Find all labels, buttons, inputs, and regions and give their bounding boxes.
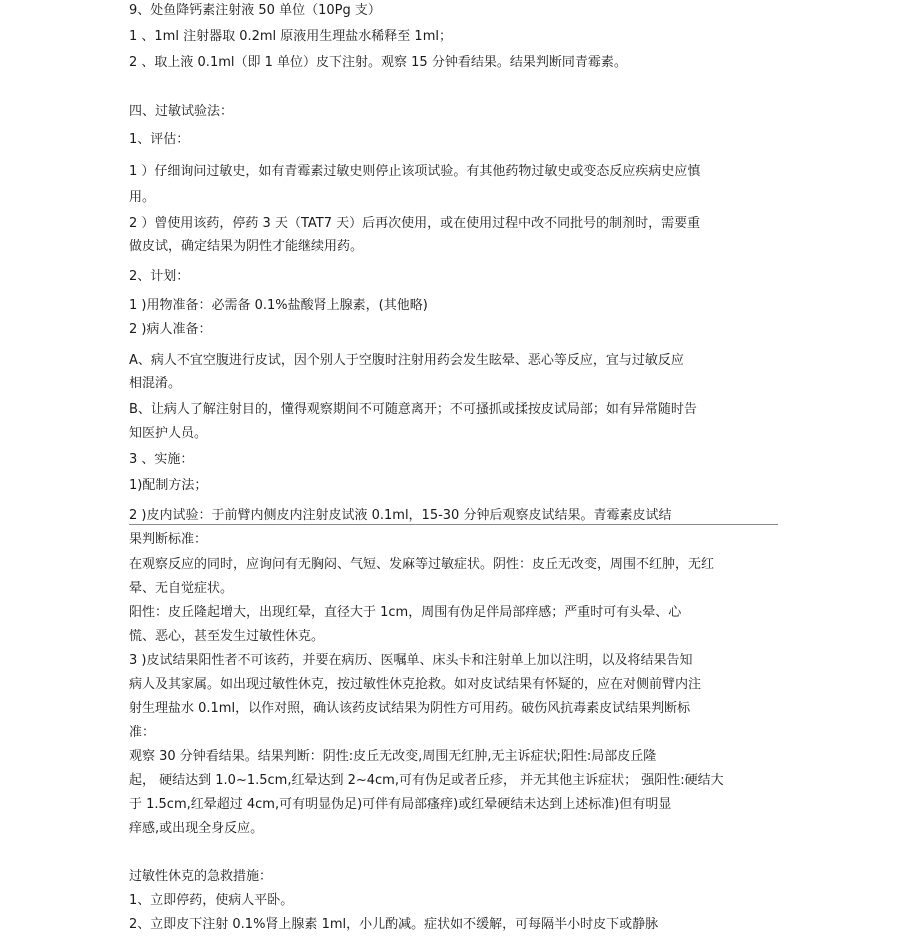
text-line: 阳性：皮丘隆起增大，出现红晕，直径大于 1cm，周围有伪足伴局部痒感；严重时可有头晕、心 bbox=[129, 605, 682, 620]
text-line: 晕、无自觉症状。 bbox=[129, 581, 234, 596]
text-line: B、让病人了解注射目的，懂得观察期间不可随意离开；不可搔抓或揉按皮试局部；如有异常随时告 bbox=[129, 402, 697, 417]
text-line: 果判断标准： bbox=[129, 532, 208, 547]
text-line: A、病人不宜空腹进行皮试，因个别人于空腹时注射用药会发生眩晕、恶心等反应，宜与过敏反应 bbox=[129, 353, 684, 368]
text-line: 慌、恶心，甚至发生过敏性休克。 bbox=[129, 629, 325, 644]
text-line: 2 )皮内试验：于前臂内侧皮内注射皮试液 0.1ml，15-30 分钟后观察皮试结果。青霉素皮试结 bbox=[129, 508, 672, 523]
text-line: 1)配制方法； bbox=[129, 478, 208, 493]
text-line: 1 、1ml 注射器取 0.2ml 原液用生理盐水稀释至 1ml； bbox=[129, 29, 452, 44]
text-line: 射生理盐水 0.1ml，以作对照，确认该药皮试结果为阴性方可用药。破伤风抗毒素皮试结果判断标 bbox=[129, 701, 691, 716]
text-line: 病人及其家属。如出现过敏性休克，按过敏性休克抢救。如对皮试结果有怀疑的，应在对侧前臂内注 bbox=[129, 677, 702, 692]
text-line: 准： bbox=[129, 725, 156, 740]
text-line: 2 ）曾使用该药，停药 3 天（TAT7 天）后再次使用，或在使用过程中改不同批号的制剂时，需要重 bbox=[129, 216, 701, 231]
text-line: 痒感,或出现全身反应。 bbox=[129, 821, 264, 836]
text-line: 1 ）仔细询问过敏史，如有青霉素过敏史则停止该项试验。有其他药物过敏史或变态反应疾病史应慎 bbox=[129, 164, 701, 179]
text-line: 在观察反应的同时，应询问有无胸闷、气短、发麻等过敏症状。阴性：皮丘无改变，周围不红肿，无红 bbox=[129, 557, 715, 572]
text-line: 做皮试，确定结果为阴性才能继续用药。 bbox=[129, 239, 364, 254]
text-line: 9、处鱼降钙素注射液 50 单位（10Pg 支） bbox=[129, 3, 381, 18]
text-line: 3 )皮试结果阳性者不可该药，并要在病历、医嘱单、床头卡和注射单上加以注明，以及将结果告知 bbox=[129, 653, 693, 668]
text-line: 2 )病人准备： bbox=[129, 322, 212, 337]
text-line: 于 1.5cm,红晕超过 4cm,可有明显伪足)可伴有局部瘙痒)或红晕硬结未达到上述标准)但有明显 bbox=[129, 797, 672, 812]
text-line: 2 、取上液 0.1ml（即 1 单位）皮下注射。观察 15 分钟看结果。结果判断同青霉素。 bbox=[129, 55, 627, 70]
section-heading: 四、过敏试验法： bbox=[129, 104, 234, 119]
text-line: 2、计划： bbox=[129, 269, 190, 284]
text-line: 1、评估： bbox=[129, 132, 190, 147]
text-line: 1、立即停药，使病人平卧。 bbox=[129, 893, 294, 908]
text-line: 2、立即皮下注射 0.1%肾上腺素 1ml，小儿酌减。症状如不缓解，可每隔半小时皮下或静脉 bbox=[129, 917, 659, 932]
page-divider bbox=[129, 524, 778, 525]
text-line: 1 )用物准备：必需备 0.1%盐酸肾上腺素，(其他略) bbox=[129, 298, 428, 313]
section-heading: 过敏性休克的急救措施： bbox=[129, 869, 273, 884]
text-line: 观察 30 分钟看结果。结果判断：阴性:皮丘无改变,周围无红肿,无主诉症状;阳性:局部皮丘隆 bbox=[129, 749, 657, 764]
text-line: 3 、实施： bbox=[129, 452, 194, 467]
text-line: 起， 硬结达到 1.0~1.5cm,红晕达到 2~4cm,可有伪足或者丘疹， 并无其他主诉症状； 强阳性:硬结大 bbox=[129, 773, 724, 788]
text-line: 知医护人员。 bbox=[129, 426, 208, 441]
text-line: 用。 bbox=[129, 190, 156, 205]
text-line: 相混淆。 bbox=[129, 376, 182, 391]
